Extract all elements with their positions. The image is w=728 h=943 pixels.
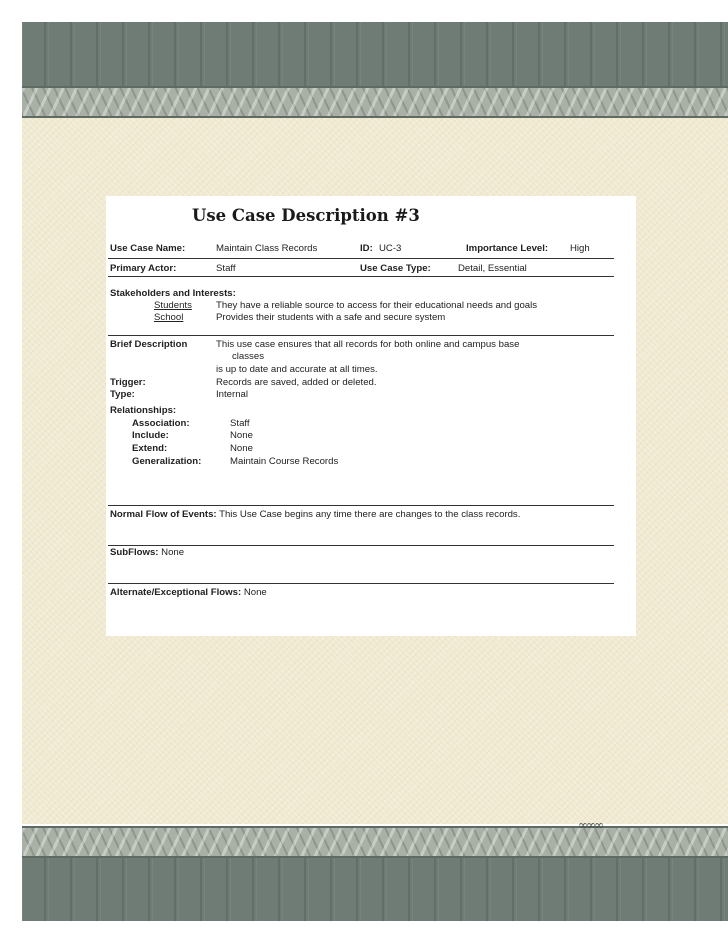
relationship-value: None — [230, 430, 253, 441]
alternate-flows-value: None — [243, 587, 267, 598]
id-value: UC-3 — [379, 243, 402, 254]
brief-description-line: classes — [232, 351, 264, 362]
use-case-name-label: Use Case Name: — [110, 243, 186, 254]
brief-description-label: Brief Description — [110, 339, 188, 350]
subflows-row — [110, 547, 184, 558]
brief-description-line: is up to date and accurate at all times. — [216, 364, 378, 375]
divider — [108, 335, 614, 336]
flourish-ornament-icon: ∞∞∞ — [578, 818, 602, 832]
use-case-name-value: Maintain Class Records — [216, 243, 318, 254]
type-label: Type: — [110, 389, 135, 400]
divider — [108, 583, 614, 584]
relationship-value: None — [230, 443, 253, 454]
divider — [108, 276, 614, 277]
relationship-value: Maintain Course Records — [230, 456, 339, 467]
stakeholder-interest: They have a reliable source to access for their educational needs and goals — [216, 300, 538, 311]
importance-level-value: High — [570, 243, 590, 254]
divider — [108, 505, 614, 506]
use-case-type-value: Detail, Essential — [458, 263, 527, 274]
subflows-value: None — [161, 547, 185, 558]
normal-flow-row — [110, 509, 520, 520]
relationship-value: Staff — [230, 418, 250, 429]
trigger-value: Records are saved, added or deleted. — [216, 377, 377, 388]
relationship-label: Extend: — [132, 443, 168, 454]
relationship-label: Include: — [132, 430, 169, 441]
stakeholders-label: Stakeholders and Interests: — [110, 288, 236, 299]
stakeholder-interest: Provides their students with a safe and secure system — [216, 312, 446, 323]
document-title: Use Case Description #3 — [192, 206, 420, 225]
use-case-card — [106, 196, 636, 636]
stakeholder-name: Students — [154, 300, 192, 311]
normal-flow-label: Normal Flow of Events: — [110, 509, 217, 520]
top-striped-band — [22, 22, 728, 86]
use-case-type-label: Use Case Type: — [360, 263, 431, 274]
bottom-striped-band — [22, 858, 728, 921]
normal-flow-value: This Use Case begins any time there are changes to the class records. — [219, 509, 521, 520]
primary-actor-value: Staff — [216, 263, 236, 274]
type-value: Internal — [216, 389, 248, 400]
alternate-flows-row — [110, 587, 267, 598]
relationships-label: Relationships: — [110, 405, 177, 416]
top-ornamental-strip — [22, 86, 728, 118]
subflows-label: SubFlows: — [110, 547, 159, 558]
brief-description-line: This use case ensures that all records for both online and campus base — [216, 339, 520, 350]
divider — [108, 545, 614, 546]
alternate-flows-label: Alternate/Exceptional Flows: — [110, 587, 242, 598]
relationship-label: Generalization: — [132, 456, 202, 467]
id-label: ID: — [360, 243, 373, 254]
bottom-ornamental-strip — [22, 826, 728, 858]
primary-actor-label: Primary Actor: — [110, 263, 177, 274]
trigger-label: Trigger: — [110, 377, 146, 388]
divider — [108, 258, 614, 259]
importance-level-label: Importance Level: — [466, 243, 549, 254]
relationship-label: Association: — [132, 418, 190, 429]
stakeholder-name: School — [154, 312, 184, 323]
